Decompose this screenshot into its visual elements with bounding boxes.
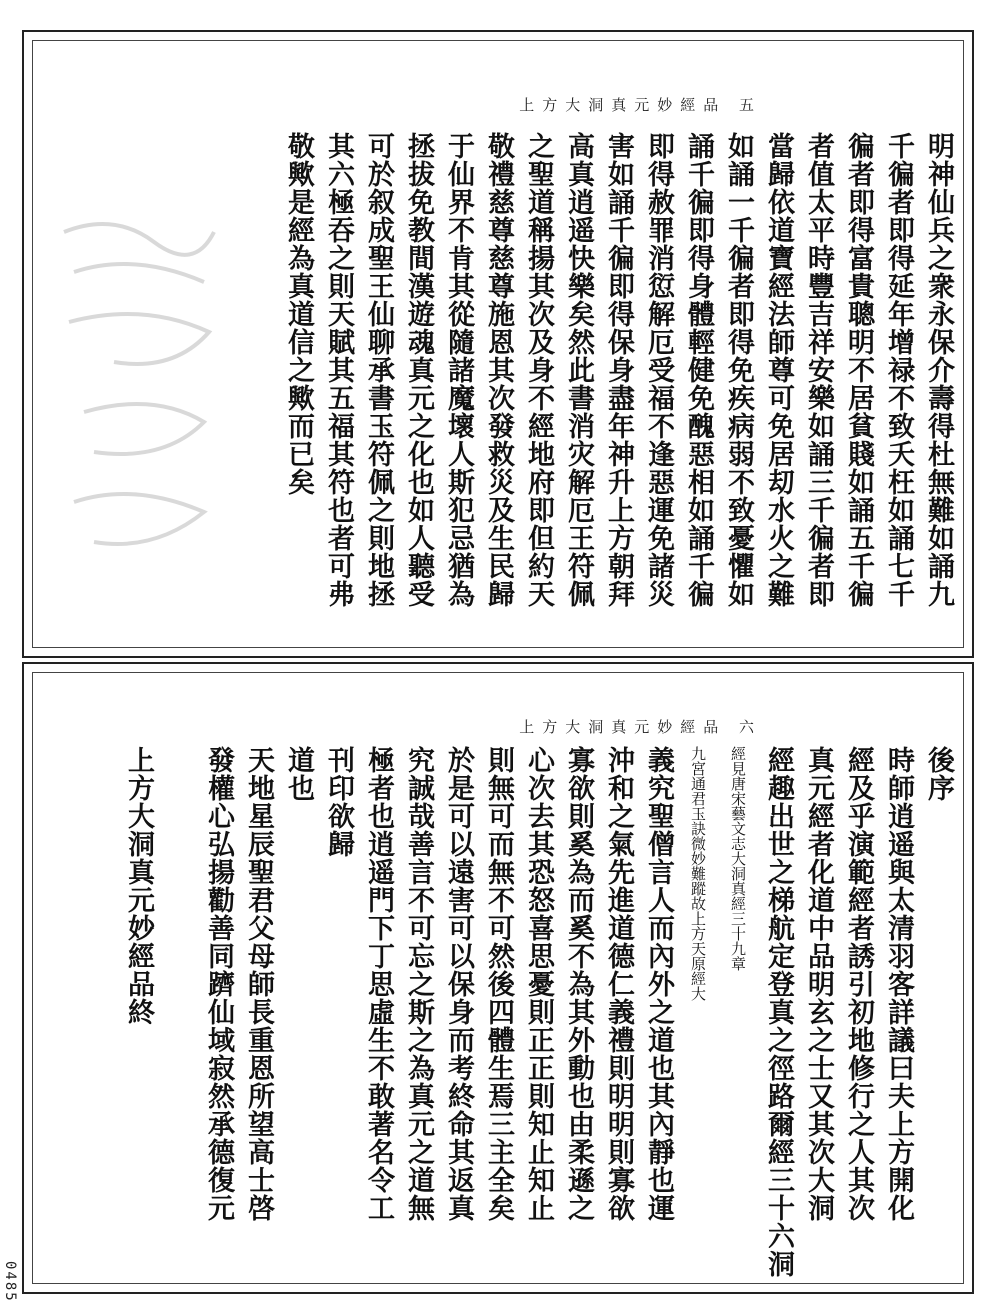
text-column: 於是可以遠害可以保身而考終命其返真 xyxy=(443,746,474,1222)
upper-page-header: 上方大洞真元妙經品 五 xyxy=(519,96,762,114)
text-column: 心次去其恐怒喜思憂則正正則知止知止 xyxy=(523,746,554,1222)
section-title: 後序 xyxy=(923,746,954,802)
text-column: 即得赦罪消愆解厄受福不逢惡運免諸災 xyxy=(643,132,674,608)
text-column: 發權心弘揚勸善同躋仙域寂然承德復元 xyxy=(203,746,234,1222)
text-column: 可於叙成聖王仙聊承書玉符佩之則地拯 xyxy=(363,132,394,608)
text-column: 寡欲則奚為而奚不為其外動也由柔遜之 xyxy=(563,746,594,1222)
text-column: 于仙界不肯其從隨諸魔壞人斯犯忌猶為 xyxy=(443,132,474,608)
annotation-column: 經見唐宋藝文志大洞真經三十九章 xyxy=(729,746,747,971)
text-column: 究誠哉善言不可忘之斯之為真元之道無 xyxy=(403,746,434,1222)
text-column: 道也 xyxy=(283,746,314,802)
annotation-column: 九宮通君玉訣微妙難蹤故上方天原經大 xyxy=(689,746,707,1001)
text-column: 高真逍遥快樂矣然此書消灾解厄王符佩 xyxy=(563,132,594,608)
upper-page xyxy=(22,30,974,658)
text-column: 害如誦千徧即得保身盡年神升上方朝拜 xyxy=(603,132,634,608)
text-column: 敬歟是經為真道信之歟而已矣 xyxy=(283,132,314,496)
page-number: 0485 xyxy=(2,1261,18,1303)
closing-title: 上方大洞真元妙經品終 xyxy=(123,746,154,1026)
text-column: 極者也逍遥門下丁思虛生不敢著名令工 xyxy=(363,746,394,1222)
lower-page-header: 上方大洞真元妙經品 六 xyxy=(519,718,762,736)
text-column: 真元經者化道中品明玄之士又其次大洞 xyxy=(803,746,834,1222)
text-column: 義究聖僧言人而內外之道也其內靜也運 xyxy=(643,746,674,1222)
upper-text-columns xyxy=(174,132,958,642)
text-column: 者值太平時豐吉祥安樂如誦三千徧者即 xyxy=(803,132,834,608)
text-column: 經趣出世之梯航定登真之徑路爾經三十六洞 xyxy=(763,746,794,1278)
text-column: 如誦一千徧者即得免疾病弱不致憂懼如 xyxy=(723,132,754,608)
lower-page xyxy=(22,662,974,1294)
text-column: 明神仙兵之衆永保介壽得杜無難如誦九 xyxy=(923,132,954,608)
text-column: 之聖道稱揚其次及身不經地府即但約天 xyxy=(523,132,554,608)
text-column: 天地星辰聖君父母師長重恩所望高士啓 xyxy=(243,746,274,1222)
lower-text-columns xyxy=(64,746,958,1278)
text-column: 時師逍遥與太清羽客詳議曰夫上方開化 xyxy=(883,746,914,1222)
text-column: 沖和之氣先進道德仁義禮則明明則寡欲 xyxy=(603,746,634,1222)
text-column: 千徧者即得延年增禄不致夭枉如誦七千 xyxy=(883,132,914,608)
text-column: 其六極吞之則天賦其五福其符也者可弗 xyxy=(323,132,354,608)
text-column: 則無可而無不可然後四體生焉三主全矣 xyxy=(483,746,514,1222)
text-column: 徧者即得富貴聰明不居貧賤如誦五千徧 xyxy=(843,132,874,608)
text-column: 當歸依道寶經法師尊可免居刧水火之難 xyxy=(763,132,794,608)
text-column: 刊印欲歸 xyxy=(323,746,354,858)
text-column: 經及乎演範經者誘引初地修行之人其次 xyxy=(843,746,874,1222)
text-column: 敬禮慈尊慈尊施恩其次發救災及生民歸 xyxy=(483,132,514,608)
text-column: 拯拔免教間漢遊魂真元之化也如人聽受 xyxy=(403,132,434,608)
text-column: 誦千徧即得身體輕健免醜惡相如誦千徧 xyxy=(683,132,714,608)
